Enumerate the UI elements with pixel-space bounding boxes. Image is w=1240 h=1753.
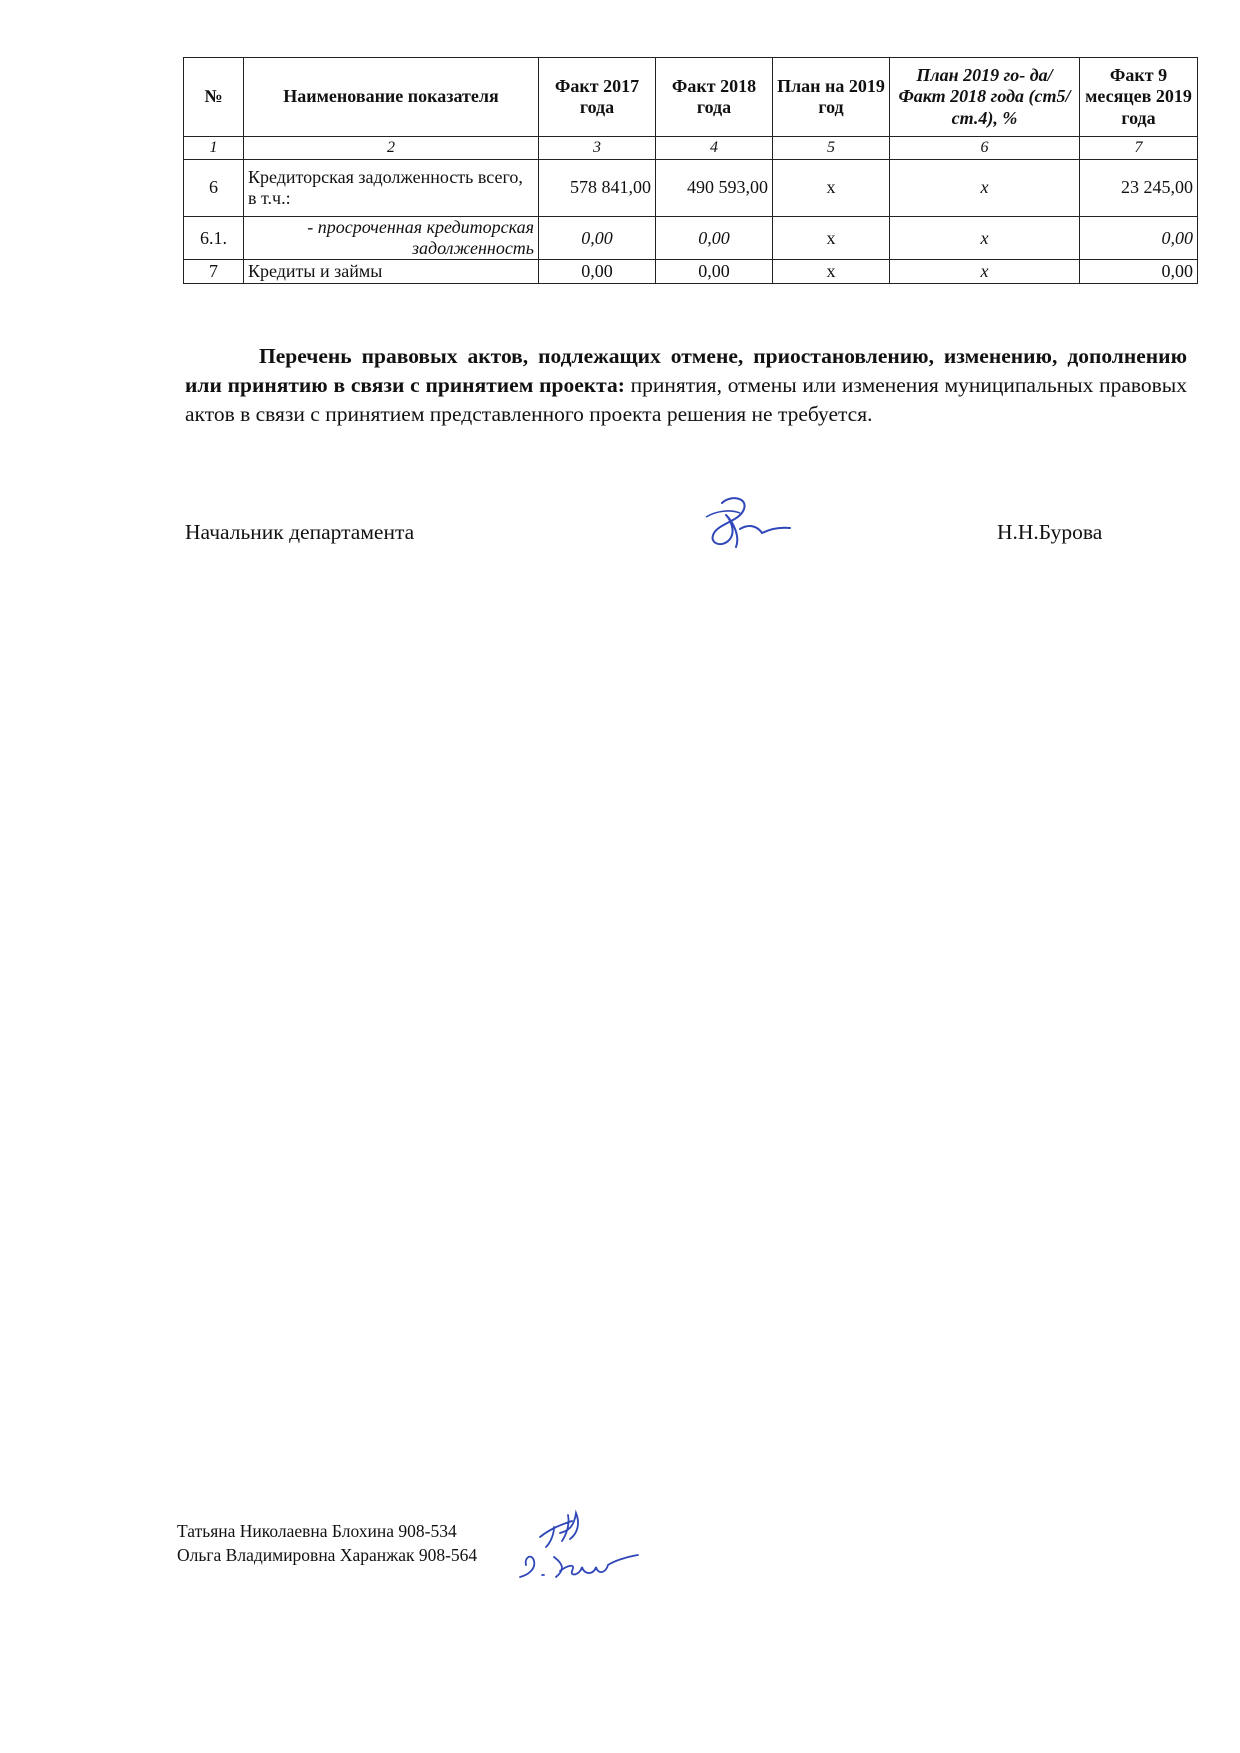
header-ratio: План 2019 го- да/Факт 2018 года (ст5/ст.4), %	[890, 58, 1080, 137]
header-fact-2018: Факт 2018 года	[656, 58, 773, 137]
header-num: №	[184, 58, 244, 137]
row-name: - просроченная кредиторская задолженность	[244, 217, 539, 260]
header-plan-2019: План на 2019 год	[773, 58, 890, 137]
table-row	[184, 260, 1198, 284]
row-fact-2017: 0,00	[539, 260, 656, 284]
row-ratio: x	[890, 160, 1080, 217]
col-number: 7	[1080, 137, 1198, 160]
legal-acts-heading: Перечень правовых актов, подлежащих отмене, приостановлению, изменению, дополнению или принятию в связи с принятием проекта:	[185, 343, 1187, 397]
col-number: 4	[656, 137, 773, 160]
row-fact-2018: 490 593,00	[656, 160, 773, 217]
executor-phone: 908-564	[418, 1545, 478, 1565]
initials-mark	[510, 1505, 645, 1587]
row-num: 6.1.	[184, 217, 244, 260]
header-name: Наименование показателя	[244, 58, 539, 137]
row-fact-2017: 0,00	[539, 217, 656, 260]
col-number: 5	[773, 137, 890, 160]
row-ratio: x	[890, 260, 1080, 284]
row-num: 6	[184, 160, 244, 217]
row-fact-2017: 578 841,00	[539, 160, 656, 217]
row-fact-9-months: 0,00	[1080, 217, 1198, 260]
indicators-table	[183, 57, 1198, 284]
executor-name: Татьяна Николаевна Блохина	[177, 1521, 395, 1541]
row-fact-9-months: 0,00	[1080, 260, 1198, 284]
col-number: 1	[184, 137, 244, 160]
col-number: 6	[890, 137, 1080, 160]
column-number-row	[184, 137, 1198, 160]
executor-phone: 908-534	[398, 1521, 457, 1541]
row-plan-2019: x	[773, 217, 890, 260]
row-ratio: x	[890, 217, 1080, 260]
col-number: 2	[244, 137, 539, 160]
table-row	[184, 217, 1198, 260]
legal-acts-paragraph	[185, 342, 1187, 429]
executor-line	[177, 1521, 457, 1542]
table-row	[184, 160, 1198, 217]
header-fact-2017: Факт 2017 года	[539, 58, 656, 137]
executor-name: Ольга Владимировна Харанжак	[177, 1545, 415, 1565]
executor-line	[177, 1545, 477, 1566]
signature-mark	[700, 493, 792, 553]
legal-acts-text: принятия, отмены или изменения муниципальных правовых актов в связи с принятием представленного проекта решения не требуется.	[185, 372, 1187, 426]
row-fact-2018: 0,00	[656, 217, 773, 260]
row-plan-2019: x	[773, 160, 890, 217]
row-plan-2019: x	[773, 260, 890, 284]
row-fact-2018: 0,00	[656, 260, 773, 284]
col-number: 3	[539, 137, 656, 160]
row-name: Кредиторская задолженность всего, в т.ч.:	[244, 160, 539, 217]
row-fact-9-months: 23 245,00	[1080, 160, 1198, 217]
signatory-position: Начальник департамента	[185, 520, 415, 544]
row-num: 7	[184, 260, 244, 284]
header-fact-9-months: Факт 9 месяцев 2019 года	[1080, 58, 1198, 137]
row-name: Кредиты и займы	[244, 260, 539, 284]
table-header-row	[184, 58, 1198, 137]
signatory-name: Н.Н.Бурова	[997, 520, 1103, 544]
